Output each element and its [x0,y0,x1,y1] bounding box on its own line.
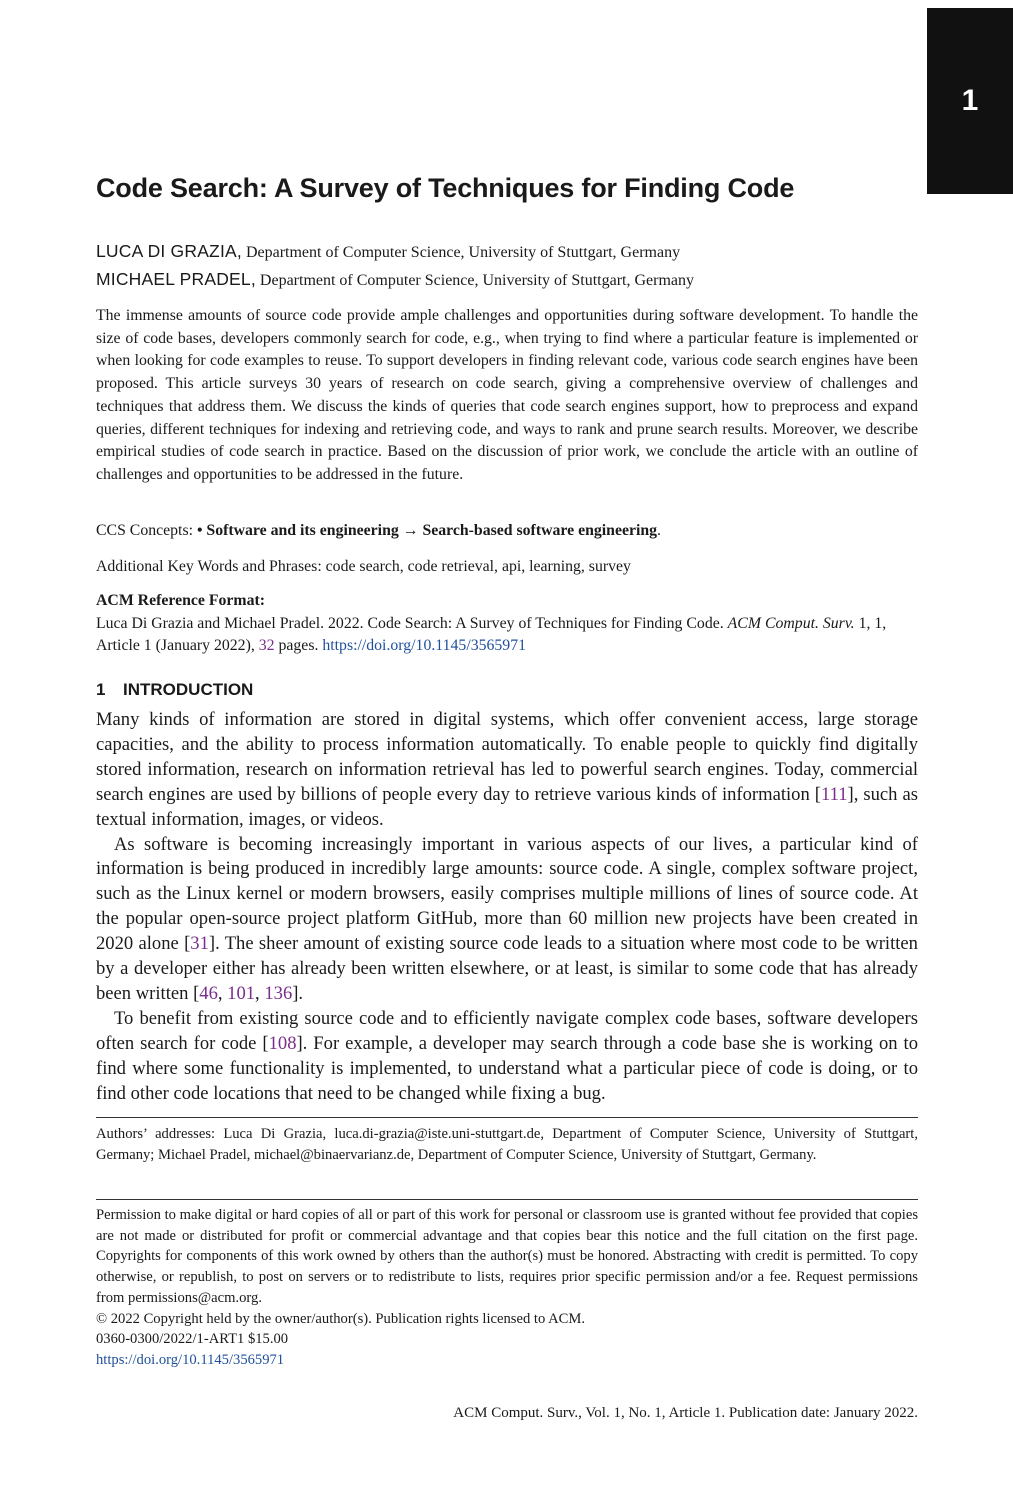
paragraph-text: ], such as textual information, images, or videos. [96,783,918,830]
keywords: Additional Key Words and Phrases: code search, code retrieval, api, learning, survey [96,558,631,575]
citation-separator: , [255,982,265,1004]
doi-link[interactable]: https://doi.org/10.1145/3565971 [322,637,526,654]
paragraph-text: ]. [292,982,304,1004]
author-affiliation: Department of Computer Science, University of Stuttgart, Germany [241,244,681,261]
authors-addresses: Authors’ addresses: Luca Di Grazia, luca.di-grazia@iste.uni-stuttgart.de, Department of Computer Science, University of Stuttgart, Germany; Michael Pradel, michael@binaervarianz.de, Department of Computer Science, University of Stuttgart, Germany. [96,1126,918,1163]
reference-header: ACM Reference Format: [96,592,265,609]
acm-reference-format [96,590,918,658]
paragraph-text: As software is becoming increasingly important in various aspects of our lives, a particular kind of information is being produced in incredibly large amounts: source code. A single, complex software project, such as the Linux kernel or modern browsers, easily comprises multiple millions of lines of source code. At the popular open-source project platform GitHub, more than 60 million new projects have been created in 2020 alone [ [96,833,918,955]
citation-link[interactable]: 108 [268,1032,297,1054]
citation-link[interactable]: 31 [190,933,209,955]
introduction-body [96,708,918,1107]
author-line [96,266,918,294]
paragraph [96,1007,918,1107]
paragraph-text: ]. The sheer amount of existing source code leads to a situation where most code to be written by a developer either has already been written elsewhere, or at least, is similar to some code that has already been written [ [96,933,918,1004]
author-line [96,238,918,266]
paragraph-text: Many kinds of information are stored in digital systems, which offer convenient access, large storage capacities, and the ability to process information automatically. To enable people to quickly find digitally stored information, research on information retrieval has led to powerful search engines. Today, commercial search engines are used by billions of people every day to retrieve various kinds of information [ [96,709,918,805]
author-name: LUCA DI GRAZIA, [96,241,242,261]
citation-link[interactable]: 111 [820,783,848,805]
author-name: MICHAEL PRADEL, [96,269,256,289]
issn-line: 0360-0300/2022/1-ART1 $15.00 [96,1331,289,1348]
reference-citation: Luca Di Grazia and Michael Pradel. 2022. Code Search: A Survey of Techniques for Finding Code. [96,614,728,632]
paragraph-text: ]. For example, a developer may search through a code base she is working on to find where some functionality is implemented, to understand what a particular piece of code is doing, or to find other code locations that need to be changed while fixing a bug. [96,1032,918,1104]
citation-link[interactable]: 101 [227,982,256,1004]
permission-notice [96,1205,918,1371]
page-footer: ACM Comput. Surv., Vol. 1, No. 1, Article 1. Publication date: January 2022. [453,1405,918,1421]
ccs-end: . [657,522,661,539]
citation-link[interactable]: 46 [199,982,218,1004]
author-affiliation: Department of Computer Science, University of Stuttgart, Germany [255,272,695,289]
author-list [96,238,918,294]
citation-separator: , [217,982,228,1004]
reference-volume: 1, 1, Article 1 (January 2022), [96,614,887,654]
section-number: 1 [96,680,106,699]
paper-title: Code Search: A Survey of Techniques for Finding Code [96,173,795,203]
paragraph [96,708,918,833]
page-number: 1 [961,84,979,117]
ccs-label: CCS Concepts: [96,522,197,539]
footnote-doi-link[interactable]: https://doi.org/10.1145/3565971 [96,1351,285,1368]
page-number-tab [927,8,1013,194]
copyright-line: © 2022 Copyright held by the owner/author(s). Publication rights licensed to ACM. [96,1310,585,1327]
paragraph-text: To benefit from existing source code and to efficiently navigate complex code bases, software developers often search for code [ [96,1007,918,1054]
permission-text: Permission to make digital or hard copies of all or part of this work for personal or classroom use is granted without fee provided that copies are not made or distributed for profit or commercial advantage and that copies bear this notice and the full citation on the first page. Copyrights for components of this work owned by others than the author(s) must be honored. Abstracting with credit is permitted. To copy otherwise, or republish, to post on servers or to redistribute to lists, requires prior specific permission and/or a fee. Request permissions from permissions@acm.org. [96,1207,918,1306]
section-title: INTRODUCTION [123,680,254,699]
footnote-divider [96,1117,918,1118]
ccs-concepts [96,520,918,542]
paragraph [96,833,918,1007]
ccs-concept: • Software and its engineering → Search-based software engineering [196,522,658,539]
page-count-link[interactable]: 32 [258,637,275,654]
abstract: The immense amounts of source code provide ample challenges and opportunities during software development. To handle the size of code bases, developers commonly search for code, e.g., when trying to find where a particular feature is implemented or when looking for code examples to reuse. To support developers in finding relevant code, various code search engines have been proposed. This article surveys 30 years of research on code search, giving a comprehensive overview of challenges and techniques that address them. We discuss the kinds of queries that code search engines support, how to preprocess and expand queries, different techniques for indexing and retrieving code, and ways to rank and prune search results. Moreover, we describe empirical studies of code search in practice. Based on the discussion of prior work, we conclude the article with an outline of challenges and opportunities to be addressed in the future. [96,307,918,483]
reference-text [96,613,918,658]
reference-pages-word: pages. [274,637,323,654]
permission-divider [96,1199,918,1200]
section-heading [96,678,918,702]
citation-link[interactable]: 136 [264,982,293,1004]
reference-journal: ACM Comput. Surv. [727,614,855,632]
